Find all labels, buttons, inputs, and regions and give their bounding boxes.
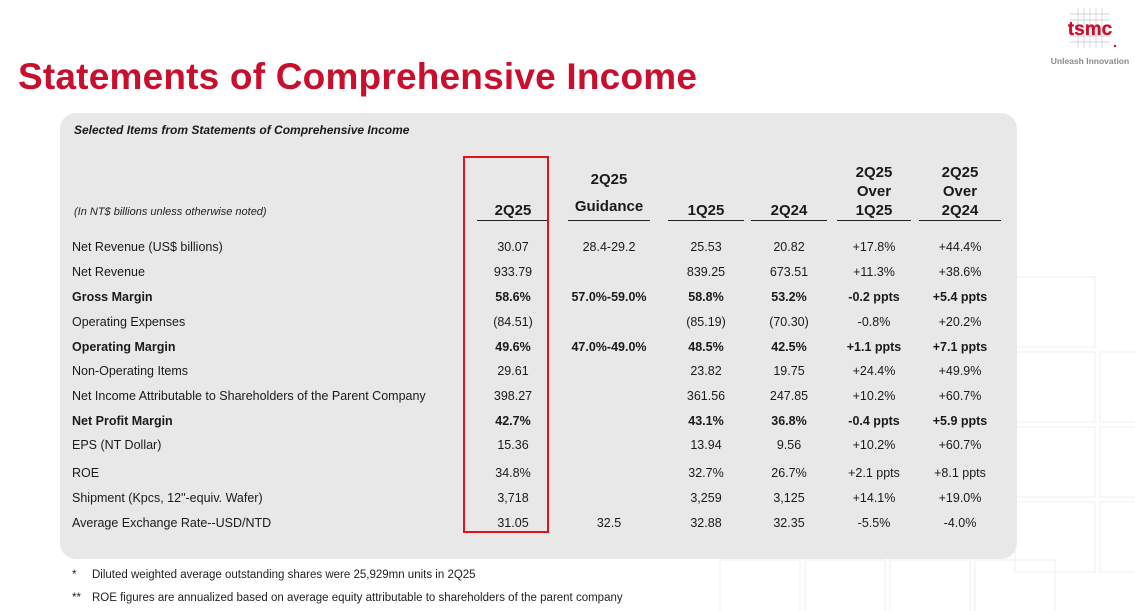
table-cell-1q25: 13.94 (690, 438, 722, 452)
table-cell-2q24: 32.35 (773, 516, 805, 530)
table-cell-2q25: 398.27 (493, 389, 533, 403)
table-cell-qoq: -0.8% (857, 315, 891, 329)
column-header-1q25 (668, 155, 744, 221)
table-cell-2q24: 26.7% (771, 466, 807, 480)
column-header-qoq (837, 155, 911, 221)
table-cell-2q24: (70.30) (769, 315, 809, 329)
table-cell-2q24: 36.8% (771, 414, 807, 428)
table-cell-2q24: 3,125 (773, 491, 805, 505)
row-label: Shipment (Kpcs, 12"-equiv. Wafer) (72, 491, 263, 505)
table-cell-1q25: 43.1% (688, 414, 724, 428)
table-cell-2q24: 19.75 (773, 364, 805, 378)
column-header-line: Guidance (574, 198, 644, 215)
table-cell-2q25: 29.61 (497, 364, 529, 378)
table-cell-1q25: 32.7% (688, 466, 724, 480)
table-cell-2q25: 42.7% (495, 414, 531, 428)
table-cell-yoy: +38.6% (938, 265, 982, 279)
logo-wordmark: tsmc (1067, 19, 1113, 40)
footnote-roe (72, 592, 623, 604)
table-cell-qoq: +10.2% (852, 438, 896, 452)
row-label: Operating Expenses (72, 315, 186, 329)
table-cell-1q25: 839.25 (686, 265, 726, 279)
column-header-line: 2Q25 (941, 164, 979, 181)
table-cell-2q25-guidance: 28.4-29.2 (582, 240, 636, 254)
column-header-yoy (919, 155, 1001, 221)
table-cell-yoy: +8.1 ppts (934, 466, 986, 480)
income-statement-panel (60, 113, 1017, 559)
footnote-text: ROE figures are annualized based on average equity attributable to shareholders of the parent company (92, 592, 623, 604)
column-header-line: 1Q25 (687, 202, 725, 219)
column-header-2q24 (751, 155, 827, 221)
column-header-line: 2Q25 (855, 164, 893, 181)
row-label: Average Exchange Rate--USD/NTD (72, 516, 272, 530)
table-cell-yoy: +20.2% (938, 315, 982, 329)
table-cell-2q25: 31.05 (497, 516, 529, 530)
table-cell-1q25: (85.19) (686, 315, 726, 329)
table-cell-qoq: +24.4% (852, 364, 896, 378)
table-cell-yoy: +49.9% (938, 364, 982, 378)
table-cell-2q25: 933.79 (493, 265, 533, 279)
table-cell-yoy: +19.0% (938, 491, 982, 505)
table-cell-qoq: +17.8% (852, 240, 896, 254)
column-header-line: Over (856, 183, 892, 200)
row-label: ROE (72, 466, 100, 480)
table-cell-qoq: +11.3% (853, 265, 895, 279)
table-cell-1q25: 25.53 (690, 240, 722, 254)
table-cell-qoq: +14.1% (852, 491, 896, 505)
footnote-mark: ** (72, 592, 81, 604)
table-cell-qoq: -0.2 ppts (848, 290, 900, 304)
table-cell-2q25: 49.6% (495, 340, 531, 354)
table-cell-2q25: 58.6% (495, 290, 531, 304)
table-cell-qoq: +10.2% (852, 389, 896, 403)
table-cell-yoy: -4.0% (943, 516, 977, 530)
column-header-line: 2Q24 (941, 202, 979, 219)
table-caption: Selected Items from Statements of Comprehensive Income (74, 123, 410, 137)
table-cell-2q24: 53.2% (771, 290, 807, 304)
table-cell-qoq: -5.5% (857, 516, 891, 530)
units-note: (In NT$ billions unless otherwise noted) (74, 206, 267, 218)
table-cell-2q25-guidance: 47.0%-49.0% (571, 340, 647, 354)
table-cell-yoy: +44.4% (938, 240, 982, 254)
table-cell-qoq: +2.1 ppts (848, 466, 900, 480)
table-cell-2q24: 247.85 (769, 389, 809, 403)
row-label: Non-Operating Items (72, 364, 189, 378)
table-cell-2q25: 34.8% (495, 466, 531, 480)
column-header-line: 2Q25 (590, 171, 628, 188)
table-cell-1q25: 361.56 (686, 389, 726, 403)
table-cell-qoq: +1.1 ppts (846, 340, 902, 354)
table-cell-1q25: 48.5% (688, 340, 724, 354)
row-label: Operating Margin (72, 340, 176, 354)
row-label: EPS (NT Dollar) (72, 438, 162, 452)
column-header-2q25 (477, 155, 549, 221)
row-label: Net Income Attributable to Shareholders of the Parent Company (72, 389, 426, 403)
column-header-2q25-guidance (568, 155, 650, 221)
table-cell-2q25-guidance: 57.0%-59.0% (571, 290, 647, 304)
table-cell-2q25: 3,718 (497, 491, 529, 505)
table-cell-1q25: 3,259 (690, 491, 722, 505)
tsmc-logo-icon (1060, 6, 1120, 50)
table-cell-2q25: 15.36 (497, 438, 529, 452)
table-cell-yoy: +5.9 ppts (932, 414, 988, 428)
table-cell-1q25: 32.88 (690, 516, 722, 530)
table-cell-yoy: +7.1 ppts (932, 340, 988, 354)
column-header-line: 2Q25 (494, 202, 532, 219)
table-cell-yoy: +60.7% (938, 389, 982, 403)
table-cell-yoy: +60.7% (938, 438, 982, 452)
row-label: Gross Margin (72, 290, 153, 304)
company-logo (1048, 6, 1132, 66)
table-cell-2q24: 20.82 (773, 240, 805, 254)
column-header-line: 1Q25 (855, 202, 893, 219)
footnote-text: Diluted weighted average outstanding shares were 25,929mn units in 2Q25 (92, 569, 476, 581)
table-cell-qoq: -0.4 ppts (848, 414, 900, 428)
row-label: Net Revenue (72, 265, 145, 279)
table-cell-yoy: +5.4 ppts (932, 290, 988, 304)
logo-tagline: Unleash Innovation (1050, 56, 1130, 66)
row-label: Net Revenue (US$ billions) (72, 240, 223, 254)
page-title: Statements of Comprehensive Income (18, 56, 698, 97)
table-cell-1q25: 58.8% (688, 290, 724, 304)
table-cell-2q25: 30.07 (497, 240, 529, 254)
table-cell-1q25: 23.82 (690, 364, 722, 378)
table-cell-2q24: 673.51 (769, 265, 809, 279)
column-header-line: Over (942, 183, 978, 200)
table-cell-2q25-guidance: 32.5 (596, 516, 622, 530)
table-cell-2q25: (84.51) (493, 315, 533, 329)
row-label: Net Profit Margin (72, 414, 173, 428)
column-header-line: 2Q24 (770, 202, 808, 219)
table-cell-2q24: 9.56 (776, 438, 802, 452)
footnote-diluted-shares (72, 569, 476, 581)
footnote-mark: * (72, 569, 77, 581)
table-cell-2q24: 42.5% (771, 340, 807, 354)
